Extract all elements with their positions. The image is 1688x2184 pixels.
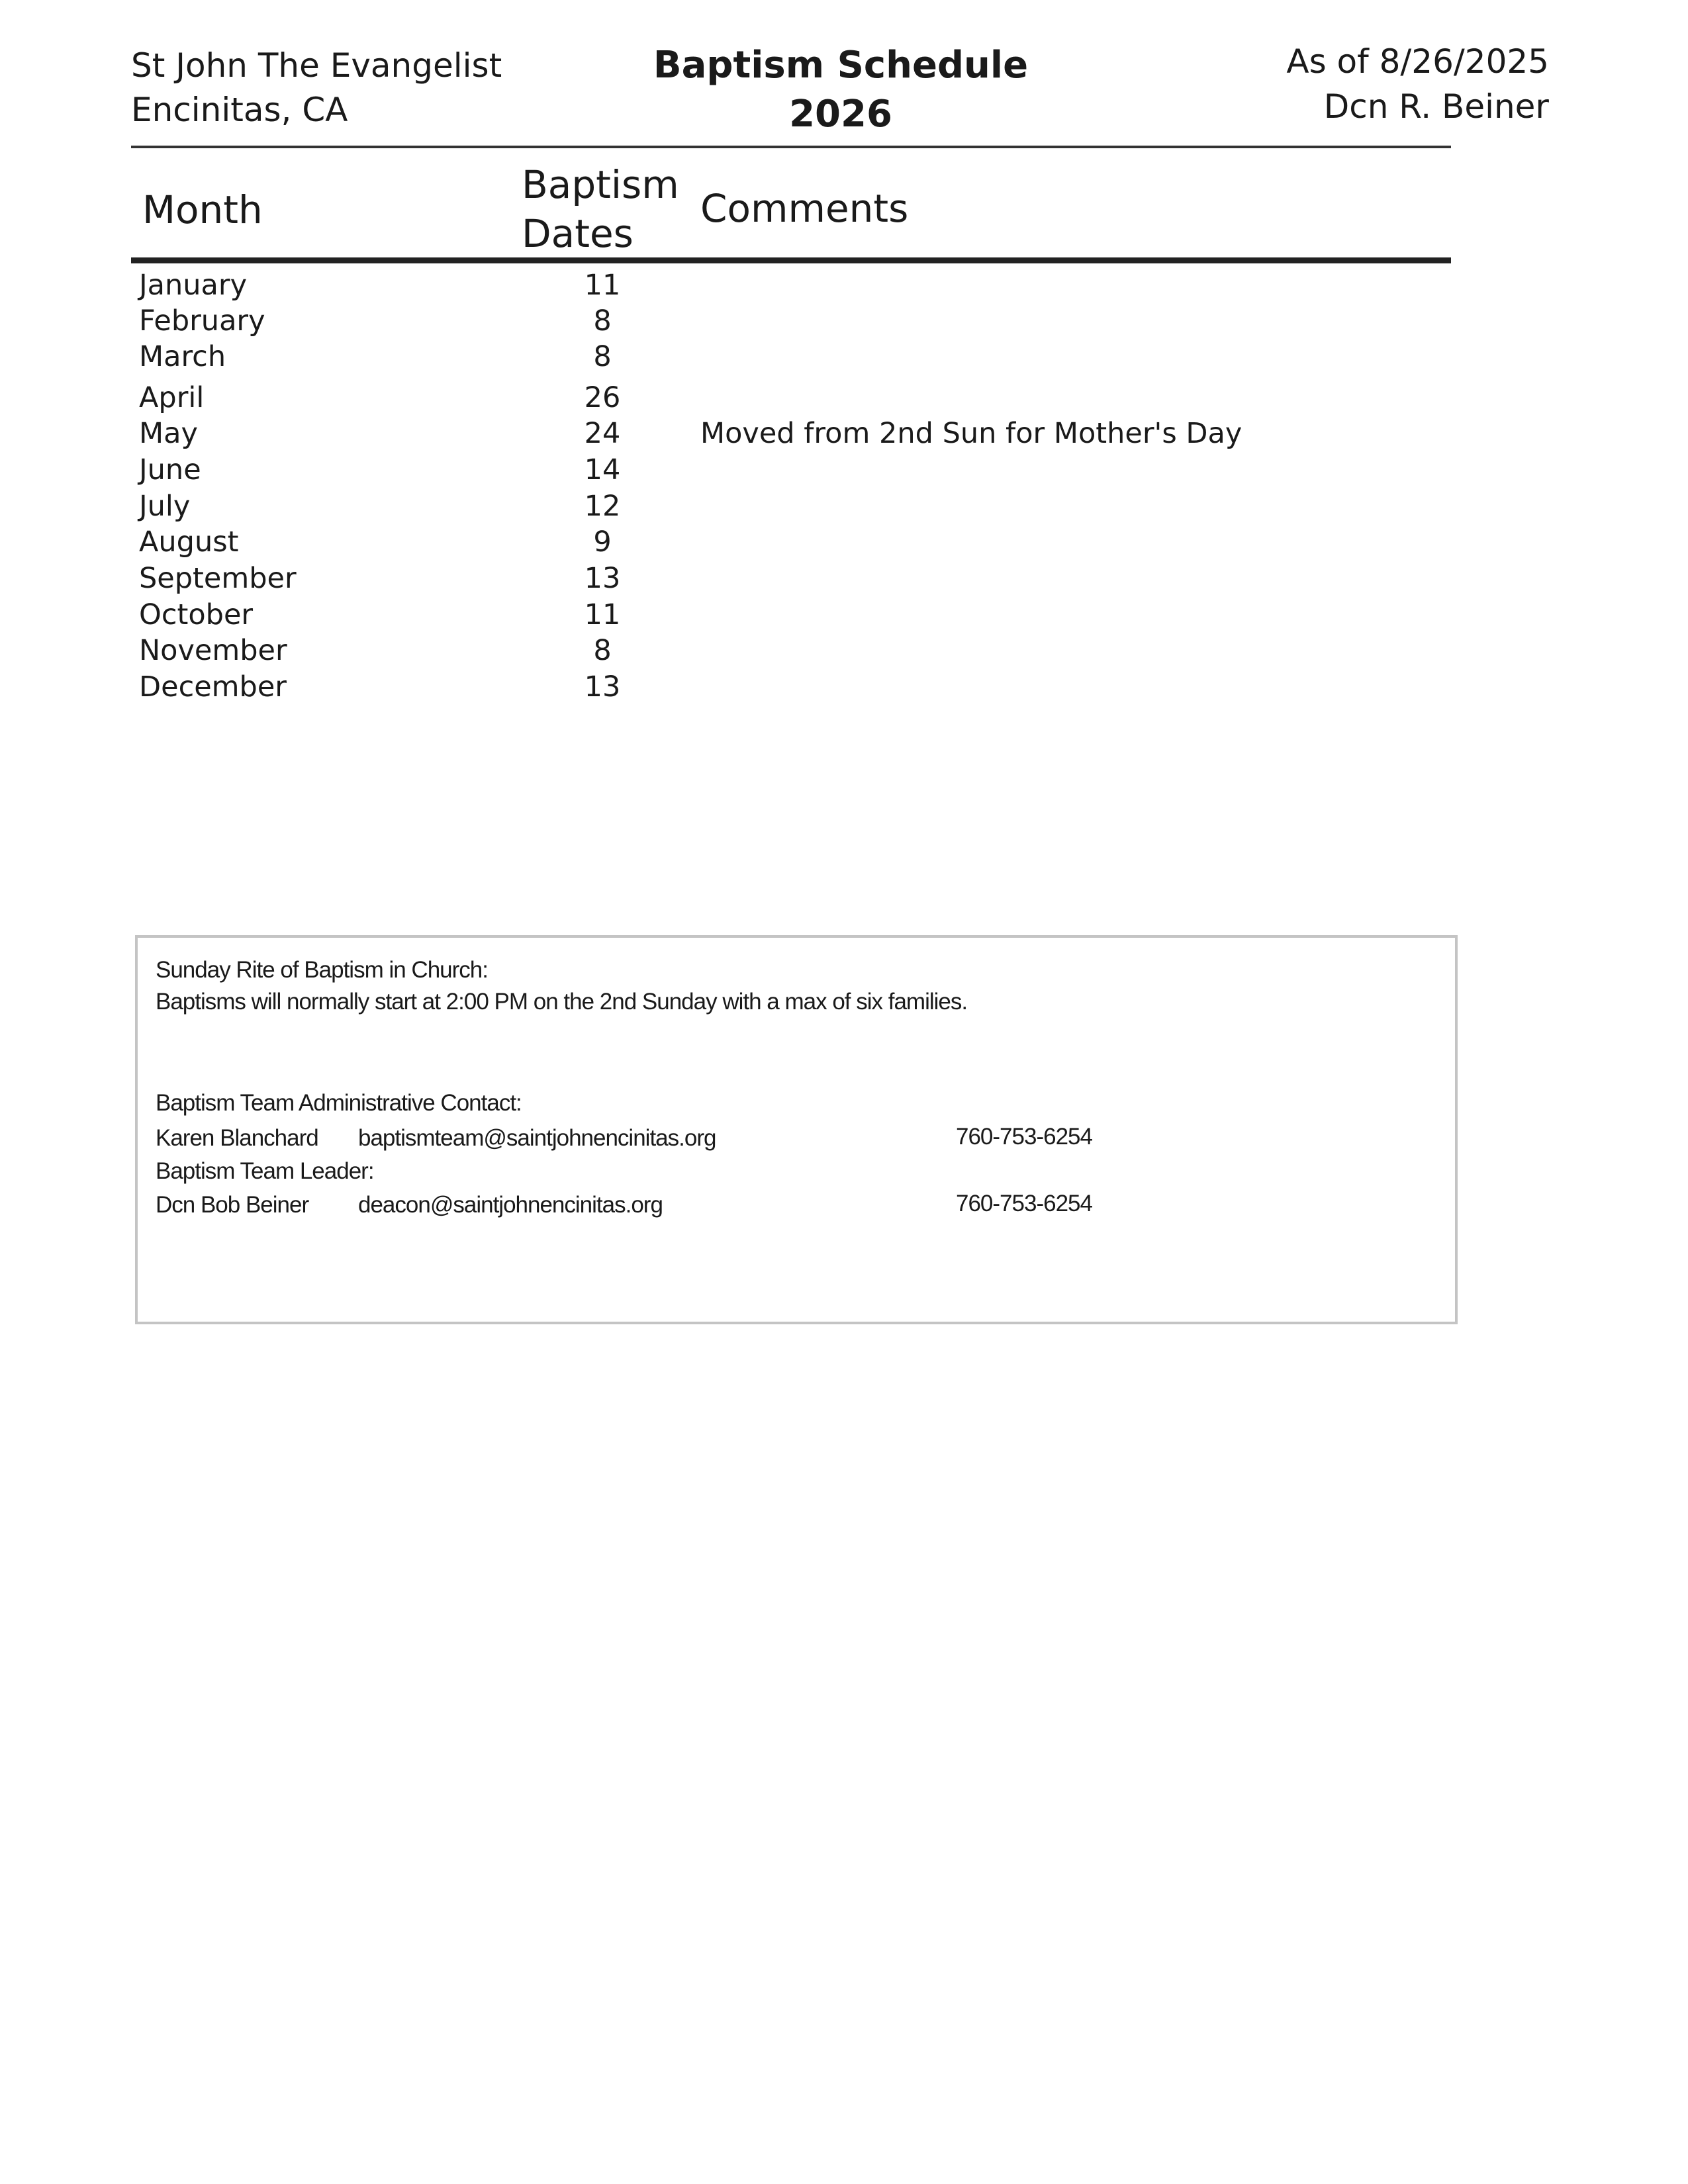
page-title bbox=[543, 41, 1139, 139]
month-cell: July bbox=[139, 490, 191, 523]
table-row bbox=[0, 452, 1688, 488]
admin-contact-heading: Baptism Team Administrative Contact: bbox=[156, 1090, 522, 1116]
column-header-dates-line1: Baptism bbox=[522, 162, 679, 207]
date-cell: 26 bbox=[584, 381, 621, 414]
month-cell: January bbox=[139, 269, 248, 302]
date-cell: 11 bbox=[584, 269, 621, 302]
month-cell: August bbox=[139, 525, 239, 559]
date-cell: 13 bbox=[584, 670, 621, 704]
date-cell: 14 bbox=[584, 453, 621, 486]
org-name: St John The Evangelist bbox=[131, 46, 502, 85]
month-cell: October bbox=[139, 598, 254, 631]
title-line: Baptism Schedule bbox=[653, 44, 1029, 87]
table-header-divider bbox=[131, 257, 1451, 263]
rite-text: Baptisms will normally start at 2:00 PM on the 2nd Sunday with a max of six families. bbox=[156, 989, 968, 1015]
leader-name: Dcn Bob Beiner bbox=[156, 1192, 309, 1218]
admin-phone: 760-753-6254 bbox=[956, 1124, 1092, 1150]
table-row bbox=[0, 561, 1688, 596]
author: Dcn R. Beiner bbox=[1323, 87, 1549, 126]
month-cell: December bbox=[139, 670, 287, 704]
month-cell: November bbox=[139, 634, 287, 667]
date-cell: 11 bbox=[584, 598, 621, 631]
month-cell: April bbox=[139, 381, 205, 414]
table-row bbox=[0, 669, 1688, 705]
as-of-date: As of 8/26/2025 bbox=[1286, 42, 1549, 81]
leader-phone: 760-753-6254 bbox=[956, 1191, 1092, 1216]
column-header-comments: Comments bbox=[700, 186, 909, 231]
date-cell: 9 bbox=[593, 525, 612, 559]
org-location: Encinitas, CA bbox=[131, 91, 348, 129]
table-row bbox=[0, 380, 1688, 416]
month-cell: September bbox=[139, 562, 297, 595]
admin-name: Karen Blanchard bbox=[156, 1125, 318, 1151]
date-cell: 13 bbox=[584, 562, 621, 595]
header-divider bbox=[131, 146, 1451, 148]
date-cell: 8 bbox=[593, 634, 612, 667]
date-cell: 12 bbox=[584, 490, 621, 523]
column-header-month: Month bbox=[142, 187, 263, 232]
table-row bbox=[0, 267, 1688, 303]
table-row bbox=[0, 339, 1688, 375]
info-box bbox=[135, 935, 1458, 1324]
table-row bbox=[0, 488, 1688, 524]
month-cell: May bbox=[139, 417, 198, 450]
leader-heading: Baptism Team Leader: bbox=[156, 1158, 374, 1184]
table-row bbox=[0, 416, 1688, 451]
date-cell: 8 bbox=[593, 304, 612, 338]
admin-email-link[interactable]: baptismteam@saintjohnencinitas.org bbox=[358, 1125, 716, 1151]
date-cell: 8 bbox=[593, 340, 612, 373]
month-cell: June bbox=[139, 453, 201, 486]
comment-cell: Moved from 2nd Sun for Mother's Day bbox=[700, 417, 1243, 450]
rite-heading: Sunday Rite of Baptism in Church: bbox=[156, 957, 488, 983]
leader-email-link[interactable]: deacon@saintjohnencinitas.org bbox=[358, 1192, 663, 1218]
table-row bbox=[0, 524, 1688, 560]
table-row bbox=[0, 303, 1688, 339]
table-row bbox=[0, 597, 1688, 633]
month-cell: March bbox=[139, 340, 226, 373]
title-year: 2026 bbox=[789, 93, 892, 136]
table-row bbox=[0, 633, 1688, 668]
column-header-dates-line2: Dates bbox=[522, 211, 633, 256]
date-cell: 24 bbox=[584, 417, 621, 450]
month-cell: February bbox=[139, 304, 265, 338]
